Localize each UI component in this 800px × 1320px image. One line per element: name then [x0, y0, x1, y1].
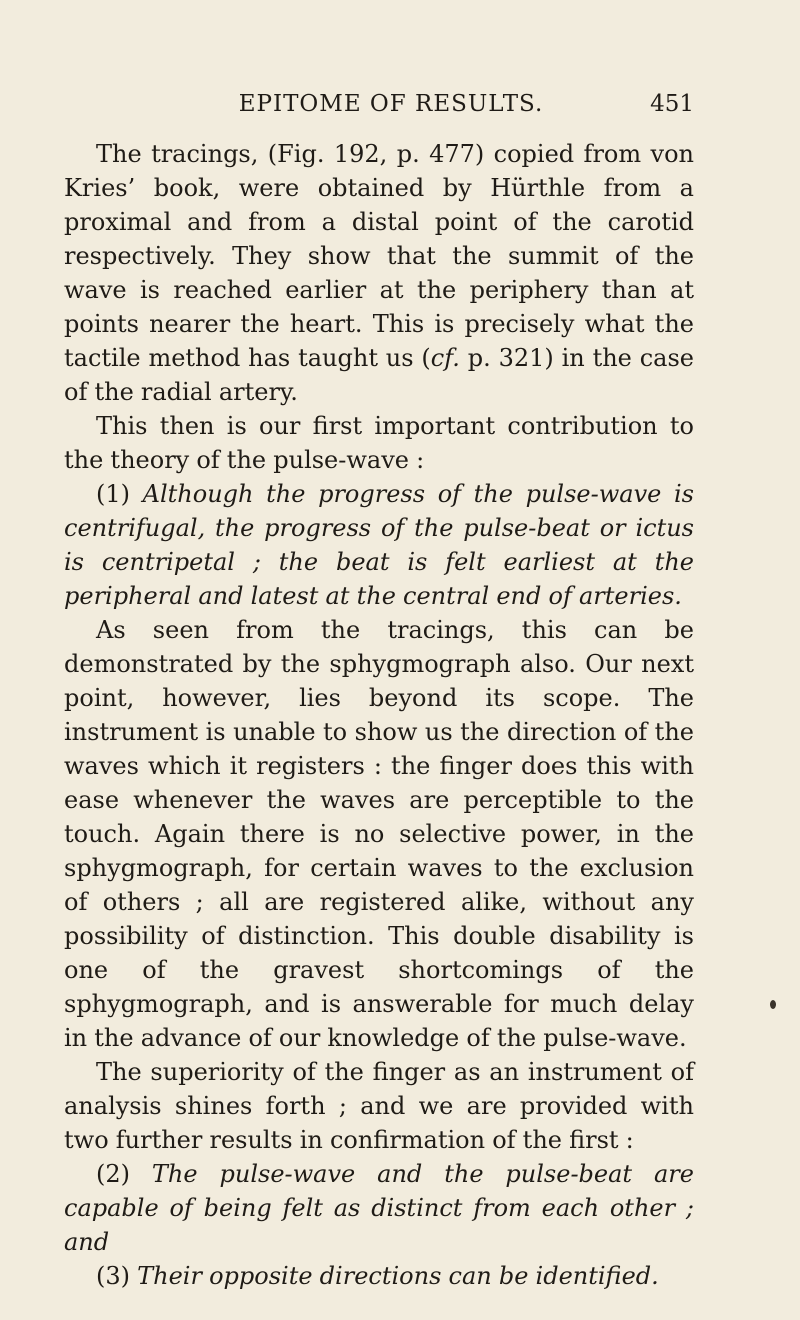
paragraph-tracings [64, 137, 694, 409]
body-text [64, 137, 694, 1293]
result-item-3 [64, 1259, 694, 1293]
running-head [88, 88, 694, 120]
paragraph-tracings-tail: p. 321) in the case of the radial artery. [64, 344, 695, 406]
running-head-title: EPITOME OF RESULTS. [238, 91, 544, 117]
result-item-2-number: (2) [96, 1160, 130, 1188]
paragraph-tracings-text: The tracings, (Fig. 192, p. 477) copied from von Kries’ book, were obtained by Hürthle from a proximal and from a distal point of the carotid respectively. They show that the summit of the wave is reached earlier at the periphery than at points nearer the heart. This is precisely what the tactile method has taught us ( [64, 140, 694, 372]
result-item-1 [64, 477, 694, 613]
paragraph-contribution: This then is our first important contribution to the theory of the pulse-wave : [64, 412, 694, 474]
result-item-2 [64, 1157, 694, 1259]
result-item-1-number: (1) [96, 480, 130, 508]
result-item-3-text: Their opposite directions can be identified. [137, 1262, 659, 1290]
cf-abbreviation: cf. [430, 344, 460, 372]
result-item-3-number: (3) [96, 1262, 130, 1290]
result-item-1-text: Although the progress of the pulse-wave is centrifugal, the progress of the pulse-beat or ictus is centripetal ; the beat is felt earliest at the peripheral and latest at the central end of arteries. [64, 480, 694, 610]
page-number: 451 [650, 91, 694, 117]
paragraph-sphygmograph: As seen from the tracings, this can be demonstrated by the sphygmograph also. Our next point, however, lies beyond its scope. The instrument is unable to show us the direction of the waves which it registers : the finger does this with ease whenever the waves are perceptible to the touch. Again there is no selective power, in the sphygmograph, for certain waves to the exclusion of others ; all are registered alike, without any possibility of distinction. This double disability is one of the gravest shortcomings of the sphygmograph, and is answerable for much delay in the advance of our knowledge of the pulse-wave. [64, 616, 694, 1052]
paragraph-superiority: The superiority of the finger as an instrument of analysis shines forth ; and we are provided with two further results in confirmation of the first : [64, 1058, 694, 1154]
margin-ink-mark [770, 1000, 776, 1009]
result-item-2-text: The pulse-wave and the pulse-beat are capable of being felt as distinct from each other ; and [64, 1160, 694, 1256]
